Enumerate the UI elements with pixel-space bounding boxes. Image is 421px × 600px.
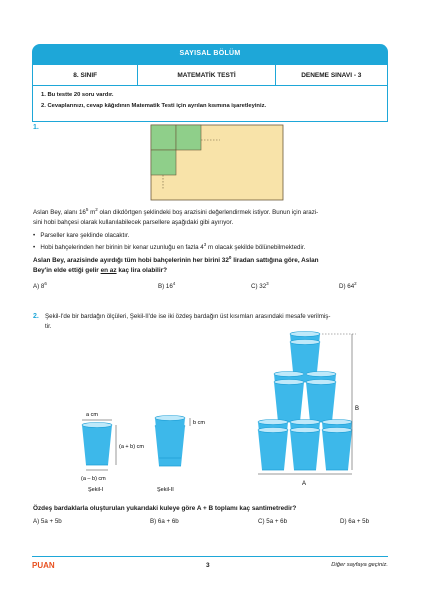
q2-option-b[interactable]: B) 6a + 6b (150, 518, 179, 525)
puan-label: PUAN (32, 561, 55, 570)
q2-question: Özdeş bardaklarla oluşturulan yukarıdaki kuleye göre A + B toplamı kaç santimetredir? (33, 505, 297, 512)
q1-question: Aslan Bey, arazisinde ayırdığı tüm hobi bahçelerinin her birini $32^0$ liradan sattığına göre, Aslan Bey'in elde ettiği gelir en az kaç lira olabilir? (33, 254, 319, 274)
q2-option-c[interactable]: C) 5a + 6b (258, 518, 288, 525)
land-figure (150, 124, 285, 202)
plot-square-1 (151, 125, 176, 150)
exam-info-row (32, 64, 388, 86)
figure-2-cups (155, 416, 185, 467)
exam-name: DENEME SINAVI - 3 (301, 71, 362, 79)
q1-option-d[interactable]: D) $64^2$ (339, 280, 357, 290)
section-title: SAYISAL BÖLÜM (32, 44, 388, 64)
figure-1-cup (82, 423, 112, 466)
label-a: a cm (86, 412, 98, 418)
q2-option-a[interactable]: A) 5a + 5b (33, 518, 62, 525)
question-1-number: 1. (33, 124, 39, 131)
rule-2: 2. Cevaplarınızı, cevap kâğıdının Matematik Testi için ayrılan kısmına işaretleyiniz. (41, 103, 267, 109)
cup-tower (258, 332, 352, 471)
plot-square-2 (176, 125, 201, 150)
question-2-number: 2. (33, 313, 39, 320)
grade-label: 8. SINIF (33, 65, 138, 85)
next-page-note: Diğer sayfaya geçiniz. (331, 562, 388, 568)
q1-bullet-1: • Parseller kare şeklinde olacaktır. (33, 232, 130, 239)
rules-box (32, 86, 388, 122)
plot-square-3 (151, 150, 176, 175)
figure-2-label: Şekil-II (157, 487, 174, 493)
dim-b: B (355, 406, 360, 412)
label-b: b cm (193, 420, 205, 426)
test-name: MATEMATİK TESTİ (138, 65, 275, 85)
cups-figure (40, 328, 380, 506)
q1-paragraph: Aslan Bey, alanı $16^5$ $m^2$ olan dikdörtgen şeklindeki boş arazisini değerlendirmek istiyor. Bunun için arazi- sini hobi bahçesi olarak kullanılabilecek parsellere aşağıdaki gibi ayırıyor. (33, 206, 319, 226)
label-a-plus-b: (a + b) cm (119, 444, 144, 450)
dim-a: A (302, 481, 307, 487)
q2-option-d[interactable]: D) 6a + 5b (340, 518, 370, 525)
q1-bullet-2: • Hobi bahçelerinden her birinin bir kenar uzunluğu en fazla $4^3$ m olacak şekilde bölünebilmektedir. (33, 241, 306, 251)
label-a-minus-b: (a – b) cm (81, 476, 106, 482)
rule-1: 1. Bu testte 20 soru vardır. (41, 92, 114, 98)
q1-option-a[interactable]: A) $8^6$ (33, 280, 47, 290)
q1-option-c[interactable]: C) $32^3$ (251, 280, 269, 290)
q1-option-b[interactable]: B) $16^4$ (158, 280, 176, 290)
q2-paragraph: Şekil-I'de bir bardağın ölçüleri, Şekil-II'de ise iki özdeş bardağın üst kısımları arasındaki mesafe verilmiş- tir. (45, 313, 331, 330)
footer-divider (32, 556, 388, 557)
page-number: 3 (206, 562, 210, 569)
figure-1-label: Şekil-I (88, 487, 104, 493)
